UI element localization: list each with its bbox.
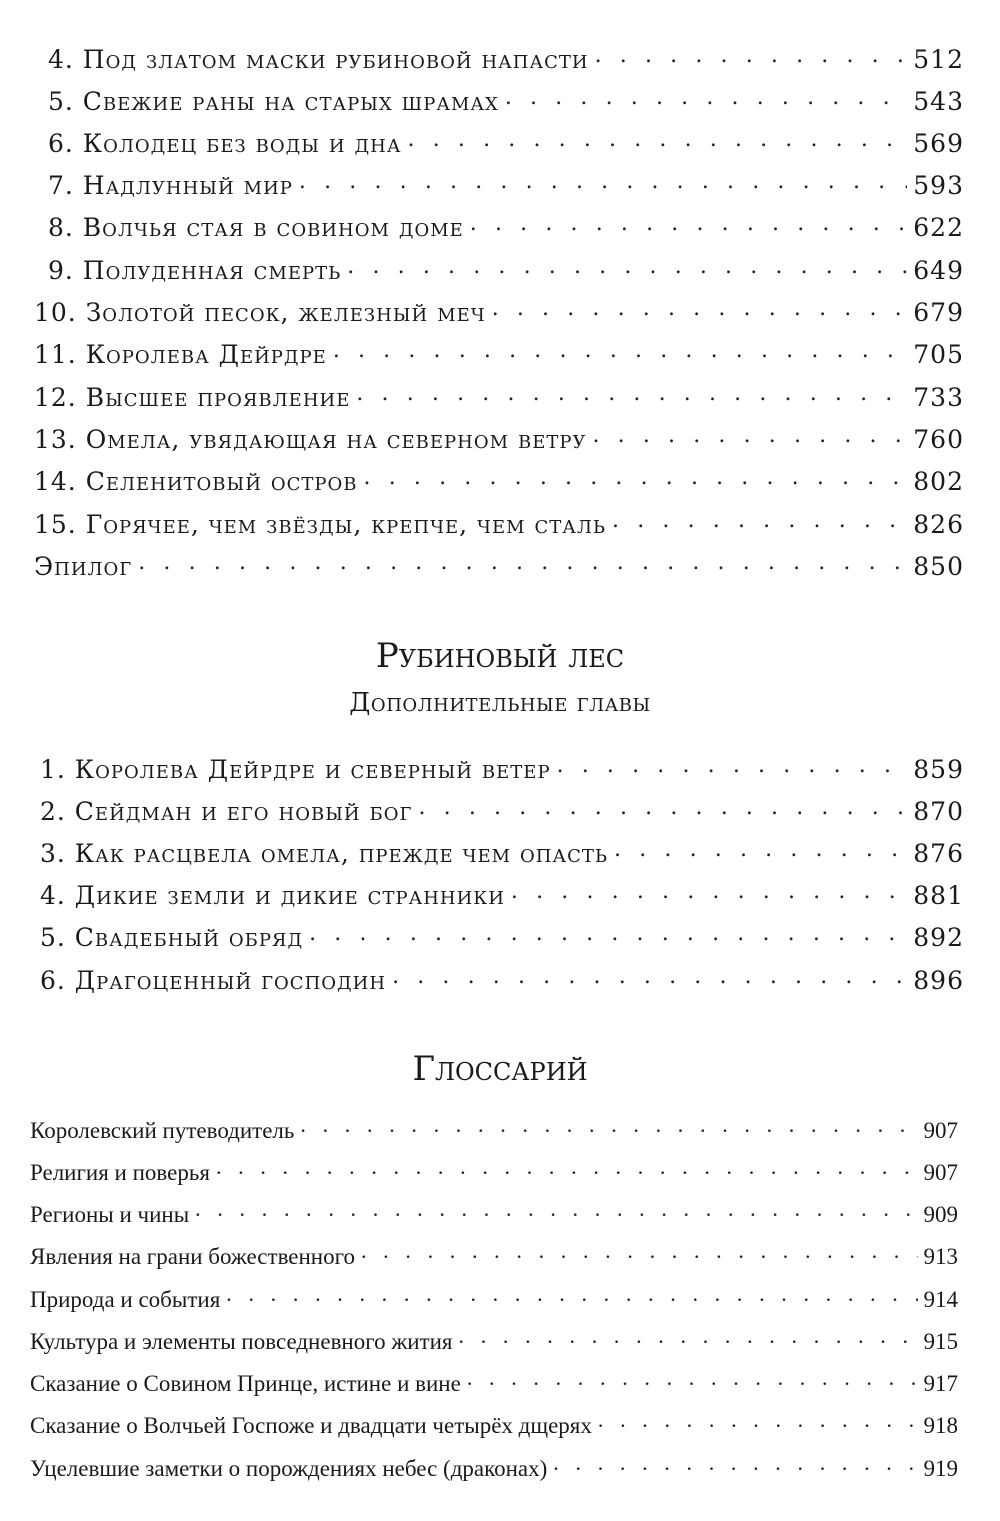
entry-page: 907 [923, 1160, 958, 1185]
toc-entry [40, 966, 964, 995]
entry-title: 4. Под златом маски рубиновой напасти [48, 45, 589, 74]
entry-page: 909 [923, 1202, 958, 1227]
entry-page: 760 [913, 425, 964, 454]
glossary-entry [30, 1287, 958, 1313]
dot-leader [470, 211, 907, 236]
toc-entry [40, 839, 964, 868]
entry-page: 914 [923, 1287, 958, 1312]
entry-title: 2. Сейдман и его новый бог [40, 797, 413, 826]
glossary-entry [30, 1413, 958, 1439]
entry-page: 512 [913, 45, 964, 74]
dot-leader [226, 1281, 917, 1307]
dot-leader [408, 127, 908, 152]
entry-title: 11. Королева Дейрдре [34, 340, 327, 369]
entry-title: Эпилог [34, 552, 133, 581]
entry-title: 3. Как расцвела омела, прежде чем опасть [40, 839, 609, 868]
entry-title: 1. Королева Дейрдре и северный ветер [40, 755, 551, 784]
toc-entry-epilogue [34, 552, 964, 581]
toc-entry [48, 129, 964, 158]
toc-entry [34, 298, 964, 327]
entry-page: 896 [913, 966, 964, 995]
entry-page: 802 [913, 467, 964, 496]
toc-entry [40, 923, 964, 952]
entry-title: 8. Волчья стая в совином доме [48, 213, 464, 242]
dot-leader [467, 1365, 918, 1391]
toc-entry [48, 171, 964, 200]
entry-title: Уцелевшие заметки о порождениях небес (драконах) [30, 1456, 548, 1481]
toc-entry [48, 213, 964, 242]
entry-page: 915 [923, 1329, 958, 1354]
dot-leader [505, 85, 907, 110]
entry-page: 918 [923, 1413, 958, 1438]
entry-page: 876 [913, 839, 964, 868]
entry-page: 870 [913, 797, 964, 826]
entry-page: 569 [913, 129, 964, 158]
dot-leader [300, 1112, 917, 1138]
entry-page: 649 [913, 256, 964, 285]
entry-title: 10. Золотой песок, железный меч [34, 298, 486, 327]
entry-page: 913 [923, 1244, 958, 1269]
toc-entry [48, 87, 964, 116]
entry-page: 733 [913, 383, 964, 412]
entry-title: Королевский путеводитель [30, 1118, 295, 1143]
entry-page: 892 [913, 923, 964, 952]
dot-leader [364, 465, 908, 490]
entry-title: Природа и события [30, 1287, 221, 1312]
dot-leader [595, 43, 908, 68]
toc-entry [34, 510, 964, 539]
dot-leader [492, 296, 908, 321]
entry-page: 917 [923, 1371, 958, 1396]
entry-title: 9. Полуденная смерть [48, 256, 342, 285]
entry-page: 859 [913, 755, 964, 784]
toc-entry [34, 340, 964, 369]
dot-leader [598, 1407, 918, 1433]
dot-leader [309, 921, 907, 946]
dot-leader [459, 1323, 918, 1349]
entry-title: 15. Горячее, чем звёзды, крепче, чем сталь [34, 510, 607, 539]
entry-title: Регионы и чины [30, 1202, 190, 1227]
dot-leader [511, 879, 907, 904]
entry-title: Культура и элементы повседневного жития [30, 1329, 453, 1354]
entry-title: 13. Омела, увядающая на северном ветру [34, 425, 587, 454]
toc-entry [40, 881, 964, 910]
glossary-entry [30, 1118, 958, 1144]
section-title: Рубиновый лес [375, 636, 625, 676]
entry-title: 4. Дикие земли и дикие странники [40, 881, 505, 910]
dot-leader [557, 753, 908, 778]
entry-title: Явления на грани божественного [30, 1244, 355, 1269]
dot-leader [195, 1196, 917, 1222]
entry-page: 679 [913, 298, 964, 327]
entry-title: 6. Колодец без воды и дна [48, 129, 402, 158]
entry-page: 705 [913, 340, 964, 369]
dot-leader [553, 1450, 917, 1476]
entry-title: 5. Свежие раны на старых шрамах [48, 87, 499, 116]
entry-title: 6. Драгоценный господин [40, 966, 387, 995]
entry-page: 919 [923, 1456, 958, 1481]
glossary-entry [30, 1160, 958, 1186]
entry-title: 7. Надлунный мир [48, 171, 293, 200]
glossary-entry [30, 1244, 958, 1270]
glossary-entry [30, 1329, 958, 1355]
entry-page: 907 [923, 1118, 958, 1143]
entry-page: 543 [913, 87, 964, 116]
toc-entry [34, 467, 964, 496]
toc-entry [48, 45, 964, 74]
dot-leader [356, 381, 907, 406]
entry-title: 14. Селенитовый остров [34, 467, 358, 496]
toc-entry [34, 383, 964, 412]
dot-leader [138, 550, 907, 575]
glossary-title: Глоссарий [412, 1049, 588, 1089]
dot-leader [614, 837, 907, 862]
dot-leader [361, 1238, 918, 1264]
entry-page: 593 [913, 171, 964, 200]
entry-title: 12. Высшее проявление [34, 383, 351, 412]
toc-entry [34, 425, 964, 454]
glossary-entry [30, 1456, 958, 1482]
entry-title: Религия и поверья [30, 1160, 210, 1185]
dot-leader [333, 338, 907, 363]
entry-title: Сказание о Совином Принце, истине и вине [30, 1371, 461, 1396]
entry-page: 850 [913, 552, 964, 581]
dot-leader [418, 795, 907, 820]
dot-leader [612, 508, 907, 533]
dot-leader [299, 169, 907, 194]
glossary-entry [30, 1371, 958, 1397]
entry-page: 826 [913, 510, 964, 539]
toc-entry [40, 797, 964, 826]
dot-leader [347, 254, 907, 279]
entry-title: Сказание о Волчьей Госпоже и двадцати четырёх дщерях [30, 1413, 592, 1438]
entry-page: 881 [913, 881, 964, 910]
glossary-entry [30, 1202, 958, 1228]
toc-entry [40, 755, 964, 784]
toc-entry [48, 256, 964, 285]
section-subtitle: Дополнительные главы [349, 688, 651, 718]
entry-page: 622 [913, 213, 964, 242]
dot-leader [216, 1154, 918, 1180]
dot-leader [592, 423, 907, 448]
entry-title: 5. Свадебный обряд [40, 923, 304, 952]
dot-leader [392, 964, 907, 989]
